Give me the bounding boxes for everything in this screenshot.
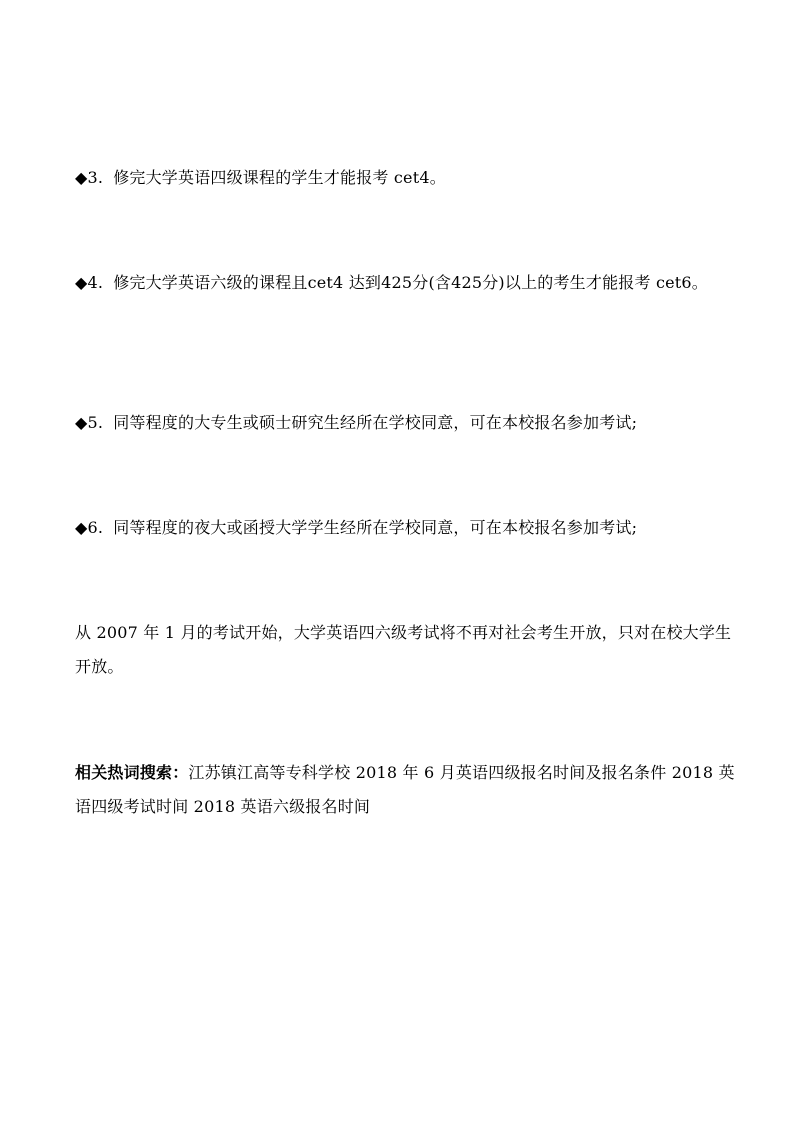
diamond-bullet-icon: ◆ (75, 273, 88, 292)
exam-notice: 从 2007 年 1 月的考试开始，大学英语四六级考试将不再对社会考生开放，只对在校大学生开放。 (75, 623, 732, 676)
diamond-bullet-icon: ◆ (75, 413, 88, 432)
requirement-item-5 (75, 406, 735, 440)
related-search-label: 相关热词搜索： (75, 763, 189, 782)
item-number: 6. (87, 518, 104, 537)
item-text: 同等程度的夜大或函授大学学生经所在学校同意，可在本校报名参加考试; (113, 518, 638, 537)
item-text: 修完大学英语四级课程的学生才能报考 cet4。 (113, 168, 446, 187)
requirement-item-4 (75, 266, 735, 300)
diamond-bullet-icon: ◆ (75, 518, 88, 537)
requirement-item-3 (75, 161, 735, 195)
related-search-text: 江苏镇江高等专科学校 2018 年 6 月英语四级报名时间及报名条件 2018 英语四级考试时间 2018 英语六级报名时间 (75, 763, 735, 816)
item-text: 修完大学英语六级的课程且cet4 达到425分(含425分)以上的考生才能报考 cet6。 (113, 273, 709, 292)
related-search-terms (75, 756, 735, 824)
item-text: 同等程度的大专生或硕士研究生经所在学校同意，可在本校报名参加考试; (113, 413, 638, 432)
diamond-bullet-icon: ◆ (75, 168, 88, 187)
requirement-item-6 (75, 511, 735, 545)
item-number: 5. (87, 413, 104, 432)
item-number: 4. (87, 273, 104, 292)
item-number: 3. (87, 168, 104, 187)
